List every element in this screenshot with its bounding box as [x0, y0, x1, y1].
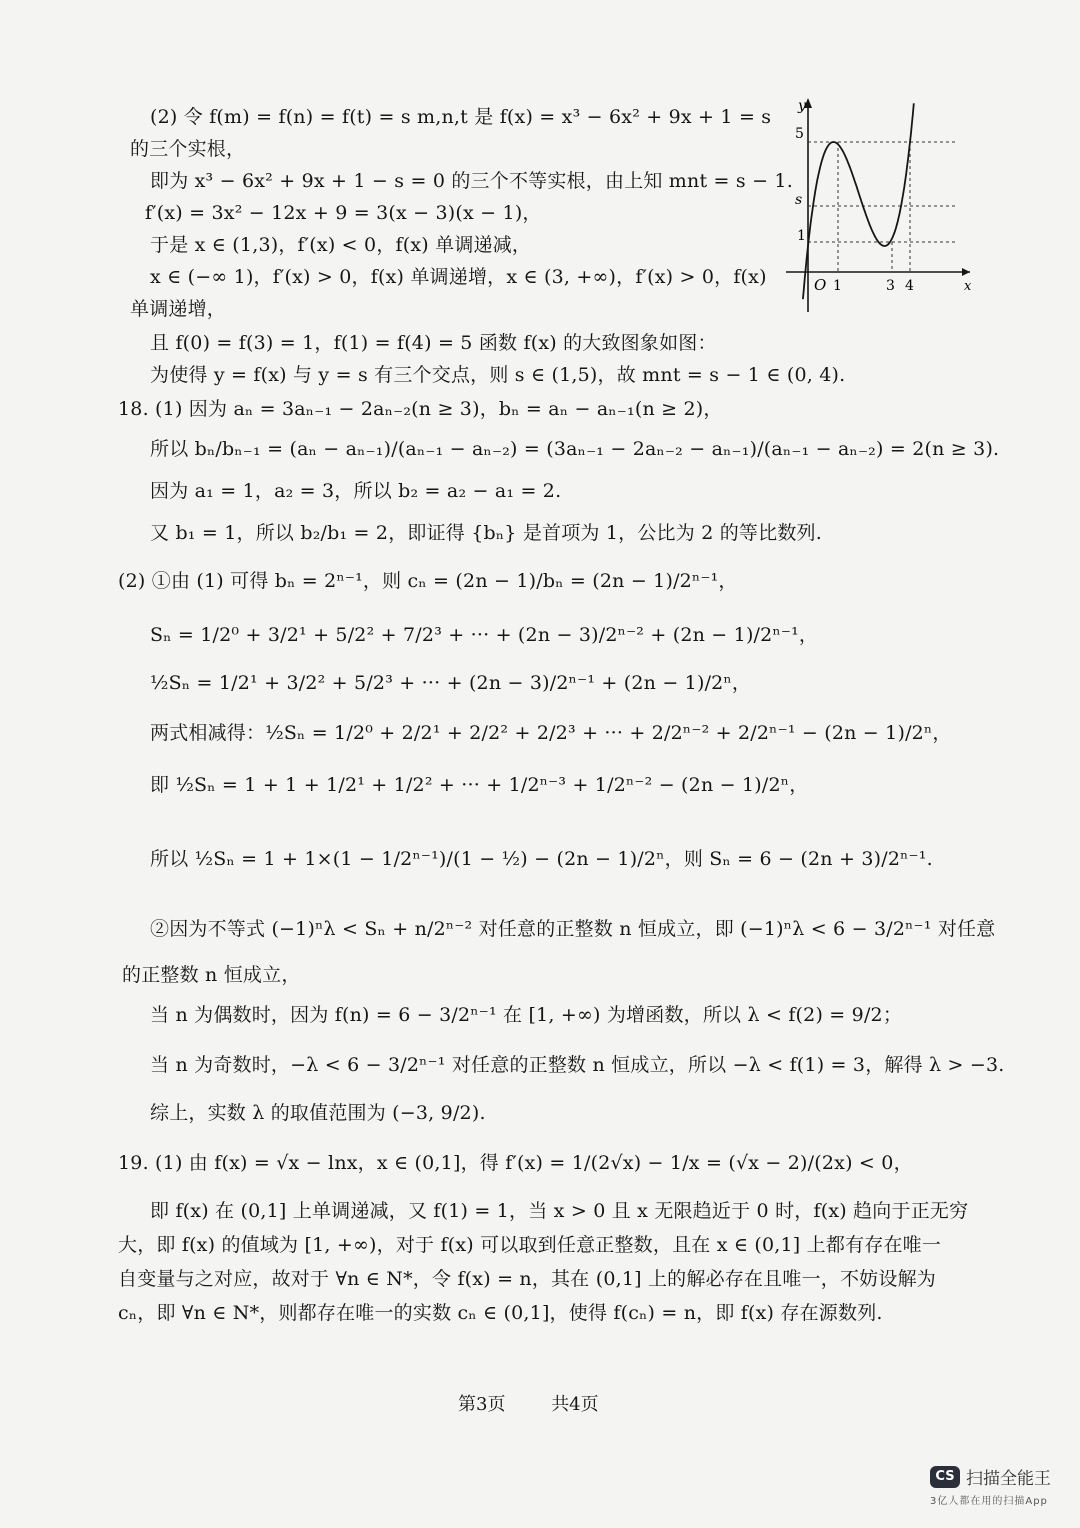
origin-label: O — [814, 276, 827, 294]
y-axis-label: y — [798, 98, 806, 114]
text-line: 综上，实数 λ 的取值范围为 (−3, 9/2). — [150, 1102, 486, 1124]
text-line: 于是 x ∈ (1,3)，f′(x) < 0，f(x) 单调递减， — [150, 234, 532, 256]
x-tick-label: 1 — [833, 278, 842, 294]
text-line: 自变量与之对应，故对于 ∀n ∈ N*，令 f(x) = n，其在 (0,1] 上的解必存在且唯一，不妨设解为 — [118, 1268, 936, 1290]
watermark-tagline: 3亿人都在用的扫描App — [930, 1496, 1048, 1507]
y-tick-label: s — [795, 192, 803, 208]
text-line: 且 f(0) = f(3) = 1，f(1) = f(4) = 5 函数 f(x) 的大致图象如图： — [150, 332, 717, 354]
text-line: 因为 a₁ = 1，a₂ = 3，所以 b₂ = a₂ − a₁ = 2. — [150, 480, 562, 502]
text-line: 即为 x³ − 6x² + 9x + 1 − s = 0 的三个不等实根，由上知 mnt = s − 1. — [150, 170, 793, 192]
page-total: 共4页 — [551, 1394, 599, 1415]
watermark-name: 扫描全能王 — [966, 1469, 1051, 1489]
text-line: 大，即 f(x) 的值域为 [1, +∞)，对于 f(x) 可以取到任意正整数，且在 x ∈ (0,1] 上都有存在唯一 — [118, 1234, 942, 1256]
text-line: 为使得 y = f(x) 与 y = s 有三个交点，则 s ∈ (1,5)，故 mnt = s − 1 ∈ (0, 4). — [150, 364, 846, 386]
text-line: x ∈ (−∞ 1)，f′(x) > 0，f(x) 单调递增，x ∈ (3, +∞)，f′(x) > 0，f(x) — [150, 266, 767, 288]
x-tick-label: 4 — [905, 278, 914, 294]
cubic-curve — [803, 103, 914, 299]
y-tick-label: 1 — [797, 228, 806, 244]
text-line: ②因为不等式 (−1)ⁿλ < Sₙ + n/2ⁿ⁻² 对任意的正整数 n 恒成立，即 (−1)ⁿλ < 6 − 3/2ⁿ⁻¹ 对任意 — [150, 918, 996, 940]
text-line: cₙ，即 ∀n ∈ N*，则都存在唯一的实数 cₙ ∈ (0,1]，使得 f(cₙ) = n，即 f(x) 存在源数列. — [118, 1302, 883, 1324]
text-line: 所以 bₙ/bₙ₋₁ = (aₙ − aₙ₋₁)/(aₙ₋₁ − aₙ₋₂) = (3aₙ₋₁ − 2aₙ₋₂ − aₙ₋₁)/(aₙ₋₁ − aₙ₋₂) = 2(n ≥ 3). — [150, 438, 1000, 460]
text-line: 当 n 为偶数时，因为 f(n) = 6 − 3/2ⁿ⁻¹ 在 [1, +∞) 为增函数，所以 λ < f(2) = 9/2； — [150, 1004, 903, 1026]
text-line: 的正整数 n 恒成立， — [122, 964, 301, 986]
text-line: f′(x) = 3x² − 12x + 9 = 3(x − 3)(x − 1)， — [145, 202, 542, 224]
text-line: 的三个实根， — [130, 138, 246, 160]
text-line: (2) 令 f(m) = f(n) = f(t) = s m,n,t 是 f(x) = x³ − 6x² + 9x + 1 = s — [150, 106, 772, 128]
text-line: 两式相减得：½Sₙ = 1/2⁰ + 2/2¹ + 2/2² + 2/2³ + ··· + 2/2ⁿ⁻² + 2/2ⁿ⁻¹ − (2n − 1)/2ⁿ， — [150, 722, 952, 744]
text-line: 单调递增， — [130, 298, 227, 320]
y-tick-label: 5 — [795, 126, 804, 142]
page-number: 第3页 — [458, 1394, 506, 1415]
text-line: 当 n 为奇数时，−λ < 6 − 3/2ⁿ⁻¹ 对任意的正整数 n 恒成立，所以 −λ < f(1) = 3，解得 λ > −3. — [150, 1054, 1005, 1076]
cs-logo-icon: CS — [930, 1466, 960, 1488]
text-line: (2) ①由 (1) 可得 bₙ = 2ⁿ⁻¹，则 cₙ = (2n − 1)/bₙ = (2n − 1)/2ⁿ⁻¹， — [118, 570, 738, 592]
x-tick-label: 3 — [886, 278, 895, 294]
text-line: Sₙ = 1/2⁰ + 3/2¹ + 5/2² + 7/2³ + ··· + (2n − 3)/2ⁿ⁻² + (2n − 1)/2ⁿ⁻¹， — [150, 624, 819, 646]
text-line: 又 b₁ = 1，所以 b₂/b₁ = 2，即证得 {bₙ} 是首项为 1，公比为 2 的等比数列. — [150, 522, 822, 544]
text-line: 所以 ½Sₙ = 1 + 1×(1 − 1/2ⁿ⁻¹)/(1 − ½) − (2n − 1)/2ⁿ，则 Sₙ = 6 − (2n + 3)/2ⁿ⁻¹. — [150, 848, 933, 870]
text-line: ½Sₙ = 1/2¹ + 3/2² + 5/2³ + ··· + (2n − 3)/2ⁿ⁻¹ + (2n − 1)/2ⁿ， — [150, 672, 752, 694]
x-axis-label: x — [964, 279, 972, 294]
function-graph — [778, 96, 978, 316]
scanner-watermark — [930, 1462, 1065, 1512]
text-line: 即 ½Sₙ = 1 + 1 + 1/2¹ + 1/2² + ··· + 1/2ⁿ⁻³ + 1/2ⁿ⁻² − (2n − 1)/2ⁿ， — [150, 774, 809, 796]
text-line: 即 f(x) 在 (0,1] 上单调递减，又 f(1) = 1，当 x > 0 且 x 无限趋近于 0 时，f(x) 趋向于正无穷 — [150, 1200, 969, 1222]
page-footer — [458, 1390, 639, 1416]
text-line: 18. (1) 因为 aₙ = 3aₙ₋₁ − 2aₙ₋₂(n ≥ 3)，bₙ = aₙ − aₙ₋₁(n ≥ 2)， — [118, 398, 723, 420]
text-line: 19. (1) 由 f(x) = √x − lnx，x ∈ (0,1]，得 f′(x) = 1/(2√x) − 1/x = (√x − 2)/(2x) < 0， — [118, 1152, 913, 1174]
